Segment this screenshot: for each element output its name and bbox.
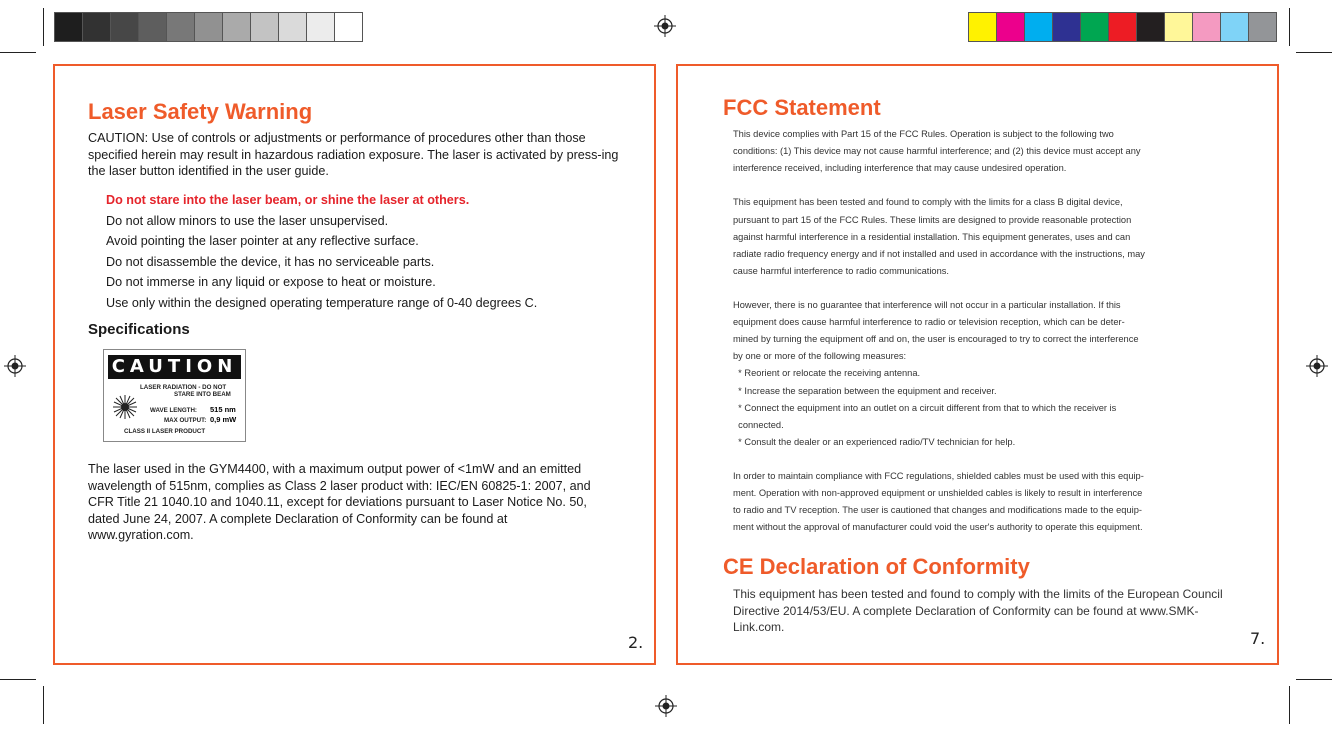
page-number: 7. xyxy=(1250,629,1266,648)
label-line-2: STARE INTO BEAM xyxy=(174,391,231,398)
color-swatch xyxy=(195,13,223,41)
caution-paragraph: CAUTION: Use of controls or adjustments or performance of procedures other than those specified herein may result in hazardous radiation exposure. The laser is activated by press-ing the laser button identified in the user guide. xyxy=(88,131,619,178)
color-swatch xyxy=(1109,13,1137,41)
fcc-text-line: radiate radio frequency energy and if not installed and used in accordance with the instructions, may xyxy=(733,248,1145,259)
fcc-text-line: interference received, including interference that may cause undesired operation. xyxy=(733,163,1067,174)
color-swatch xyxy=(251,13,279,41)
caution-banner: CAUTION xyxy=(108,355,241,379)
fcc-statement-title: FCC Statement xyxy=(723,95,881,120)
compliance-paragraph: The laser used in the GYM4400, with a maximum output power of <1mW and an emitted wavelength of 515nm, complies as Class 2 laser product with: IEC/EN 60825-1: 2007, and CFR Title 21 1040.10 and 1040.11, except for deviations pursuant to Laser Notice No. 50, dated June 24, 2007. A complete Declaration of Conformity can be found at www.gyration.com. xyxy=(88,462,591,542)
crop-mark xyxy=(43,8,44,46)
color-swatch xyxy=(307,13,335,41)
fcc-text-line: against harmful interference in a residential installation. This equipment generates, uses and can xyxy=(733,231,1131,242)
color-swatch xyxy=(167,13,195,41)
registration-target-icon xyxy=(654,15,676,37)
registration-target-icon xyxy=(655,695,677,717)
warning-item: Avoid pointing the laser pointer at any reflective surface. xyxy=(106,234,419,248)
color-swatch xyxy=(1053,13,1081,41)
color-swatch xyxy=(111,13,139,41)
warning-item: Do not allow minors to use the laser unsupervised. xyxy=(106,213,389,228)
fcc-text-line: * Consult the dealer or an experienced radio/TV technician for help. xyxy=(733,436,1016,447)
color-swatch xyxy=(1137,13,1165,41)
crop-mark xyxy=(1296,52,1332,53)
crop-mark xyxy=(43,686,44,724)
registration-target-icon xyxy=(4,355,26,377)
laser-safety-title: Laser Safety Warning xyxy=(88,99,313,124)
crop-mark xyxy=(1289,8,1290,46)
fcc-text-line: by one or more of the following measures: xyxy=(733,351,907,362)
page-number: 2. xyxy=(628,633,644,652)
fcc-text-line: * Increase the separation between the equipment and receiver. xyxy=(733,385,997,396)
color-swatch xyxy=(1025,13,1053,41)
wave-length-label: WAVE LENGTH: xyxy=(150,407,197,414)
specifications-heading: Specifications xyxy=(88,321,190,338)
color-swatch xyxy=(55,13,83,41)
warning-list xyxy=(106,193,537,316)
color-swatch xyxy=(83,13,111,41)
left-page xyxy=(53,64,656,665)
color-swatch xyxy=(279,13,307,41)
laser-starburst-icon xyxy=(112,394,138,420)
fcc-text-line: In order to maintain compliance with FCC regulations, shielded cables must be used with this equip- xyxy=(733,471,1144,481)
fcc-text-line: conditions: (1) This device may not cause harmful interference; and (2) this device must accept any xyxy=(733,146,1141,157)
warning-item: Do not disassemble the device, it has no serviceable parts. xyxy=(106,254,435,269)
color-swatch xyxy=(335,13,362,41)
ce-paragraph: This equipment has been tested and found to comply with the limits of the European Council Directive 2014/53/EU. A complete Declaration of Conformity can be found at www.SMK-Link.com. xyxy=(733,587,1223,634)
crop-mark xyxy=(1296,679,1332,680)
color-swatch xyxy=(1249,13,1276,41)
color-swatch xyxy=(1221,13,1249,41)
color-swatch xyxy=(1165,13,1193,41)
crop-mark xyxy=(1289,686,1290,724)
warning-item: Use only within the designed operating temperature range of 0-40 degrees C. xyxy=(106,295,538,310)
fcc-text-line: However, there is no guarantee that interference will not occur in a particular installation. If this xyxy=(733,300,1121,310)
max-output-label: MAX OUTPUT: xyxy=(164,417,207,424)
color-swatch xyxy=(1081,13,1109,41)
warning-item: Do not stare into the laser beam, or shine the laser at others. xyxy=(106,193,470,207)
fcc-text-line: ment without the approval of manufacturer could void the user's authority to operate this equipment. xyxy=(733,522,1143,533)
fcc-text-line: cause harmful interference to radio communications. xyxy=(733,265,949,276)
wave-length-value: 515 nm xyxy=(210,405,236,414)
fcc-text-line: equipment does cause harmful interference to radio or television reception, which can be deter- xyxy=(733,317,1125,328)
fcc-text-line: This equipment has been tested and found to comply with the limits for a class B digital device, xyxy=(733,197,1123,208)
fcc-text-line: * Connect the equipment into an outlet on a circuit different from that to which the receiver is xyxy=(733,402,1117,413)
ce-declaration-title: CE Declaration of Conformity xyxy=(723,554,1030,579)
registration-target-icon xyxy=(1306,355,1328,377)
right-page xyxy=(676,64,1279,665)
fcc-text-line: mined by turning the equipment off and on, the user is encouraged to try to correct the interference xyxy=(733,334,1139,345)
warning-item: Do not immerse in any liquid or expose to heat or moisture. xyxy=(106,275,436,289)
fcc-text-line: ment. Operation with non-approved equipment or unshielded cables is likely to result in interference xyxy=(733,488,1143,499)
label-line-1: LASER RADIATION - DO NOT xyxy=(140,384,227,391)
grayscale-color-bar xyxy=(54,12,363,42)
color-swatch xyxy=(1193,13,1221,41)
fcc-text-line: to radio and TV reception. The user is cautioned that changes and modifications made to the equip- xyxy=(733,505,1142,516)
fcc-text-line: connected. xyxy=(733,419,784,430)
fcc-text-line: This device complies with Part 15 of the FCC Rules. Operation is subject to the following two xyxy=(733,129,1114,139)
crop-mark xyxy=(0,52,36,53)
fcc-text-line: pursuant to part 15 of the FCC Rules. These limits are designed to provide reasonable protection xyxy=(733,214,1132,225)
crop-mark xyxy=(0,679,36,680)
color-swatch xyxy=(997,13,1025,41)
color-swatch xyxy=(223,13,251,41)
laser-class-line: CLASS II LASER PRODUCT xyxy=(124,428,206,435)
color-swatch xyxy=(139,13,167,41)
fcc-text-line: * Reorient or relocate the receiving antenna. xyxy=(733,368,921,379)
process-color-bar xyxy=(968,12,1277,42)
laser-caution-label xyxy=(103,349,246,442)
color-swatch xyxy=(969,13,997,41)
max-output-value: 0,9 mW xyxy=(210,415,237,424)
